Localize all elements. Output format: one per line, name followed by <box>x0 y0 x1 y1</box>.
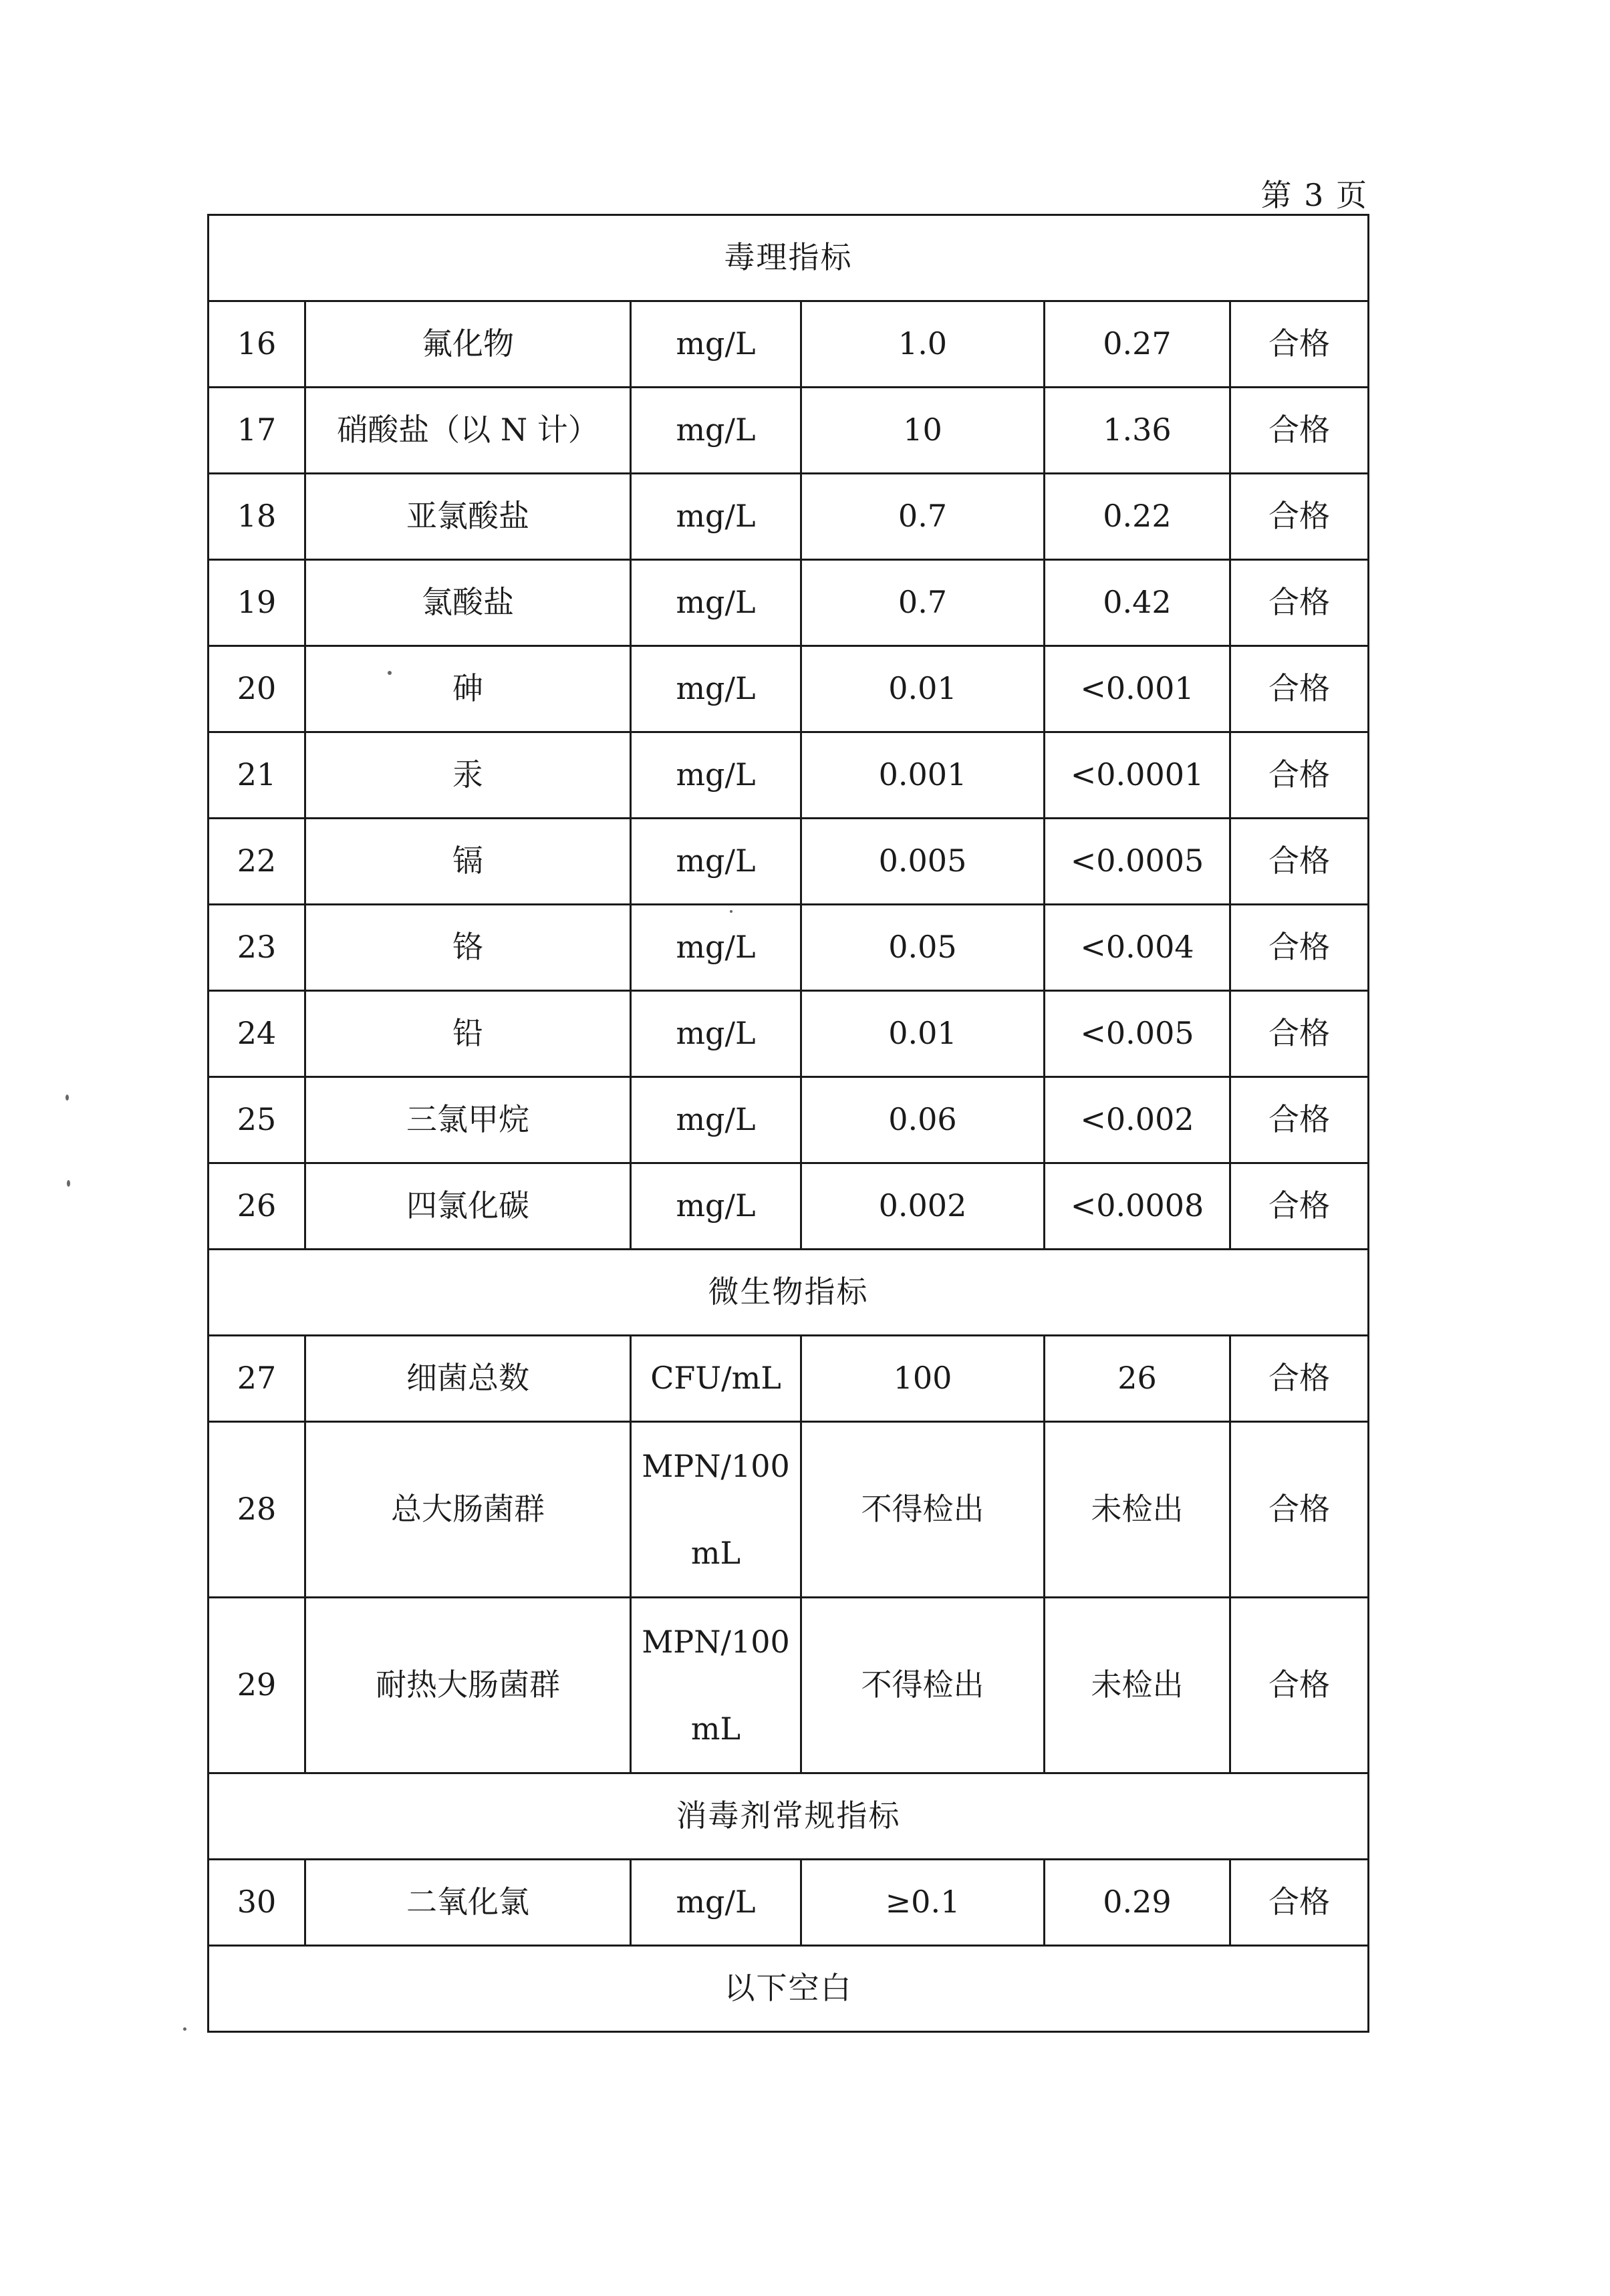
limit-value: 0.001 <box>801 732 1045 819</box>
unit: mg/L <box>631 1860 801 1946</box>
row-number: 18 <box>209 474 305 560</box>
unit: mg/L <box>631 388 801 474</box>
item-name: 三氯甲烷 <box>305 1077 631 1163</box>
verdict: 合格 <box>1230 1163 1369 1250</box>
verdict: 合格 <box>1230 732 1369 819</box>
table-row <box>209 474 1369 560</box>
row-number: 25 <box>209 1077 305 1163</box>
item-name: 四氯化碳 <box>305 1163 631 1250</box>
section-header-row <box>209 1250 1369 1336</box>
unit-line-2: mL <box>690 1535 741 1571</box>
limit-value: 0.7 <box>801 474 1045 560</box>
table-row <box>209 1163 1369 1250</box>
verdict: 合格 <box>1230 301 1369 388</box>
item-name: 汞 <box>305 732 631 819</box>
unit: mg/L <box>631 301 801 388</box>
limit-value: 0.002 <box>801 1163 1045 1250</box>
result-value: 1.36 <box>1045 388 1230 474</box>
item-name: 氯酸盐 <box>305 560 631 646</box>
page-number: 第 3 页 <box>1260 177 1368 213</box>
limit-value: 10 <box>801 388 1045 474</box>
scan-speck <box>183 2027 186 2031</box>
item-name: 镉 <box>305 819 631 905</box>
table-row <box>209 1422 1369 1598</box>
table-row <box>209 732 1369 819</box>
section-header-row <box>209 215 1369 301</box>
row-number: 24 <box>209 991 305 1077</box>
row-number: 19 <box>209 560 305 646</box>
verdict: 合格 <box>1230 1336 1369 1422</box>
row-number: 22 <box>209 819 305 905</box>
result-value: 未检出 <box>1045 1422 1230 1598</box>
row-number: 28 <box>209 1422 305 1598</box>
limit-value: 1.0 <box>801 301 1045 388</box>
table-row <box>209 991 1369 1077</box>
unit <box>631 1598 801 1773</box>
test-results-table <box>207 214 1369 2033</box>
unit <box>631 1422 801 1598</box>
scan-speck <box>388 671 392 675</box>
result-value: <0.004 <box>1045 905 1230 991</box>
unit: mg/L <box>631 991 801 1077</box>
section-title-toxicology: 毒理指标 <box>209 215 1369 301</box>
verdict: 合格 <box>1230 1598 1369 1773</box>
item-name: 砷 <box>305 646 631 732</box>
table-row <box>209 646 1369 732</box>
limit-value: 不得检出 <box>801 1422 1045 1598</box>
scan-speck <box>67 1180 70 1187</box>
section-header-row <box>209 1773 1369 1860</box>
row-number: 29 <box>209 1598 305 1773</box>
limit-value: 0.7 <box>801 560 1045 646</box>
limit-value: ≥0.1 <box>801 1860 1045 1946</box>
row-number: 27 <box>209 1336 305 1422</box>
unit: mg/L <box>631 646 801 732</box>
row-number: 23 <box>209 905 305 991</box>
unit-line-1: MPN/100 <box>642 1624 790 1660</box>
limit-value: 0.01 <box>801 991 1045 1077</box>
unit: CFU/mL <box>631 1336 801 1422</box>
scan-speck <box>65 1095 69 1101</box>
verdict: 合格 <box>1230 388 1369 474</box>
verdict: 合格 <box>1230 474 1369 560</box>
result-value: 26 <box>1045 1336 1230 1422</box>
item-name: 氟化物 <box>305 301 631 388</box>
unit: mg/L <box>631 905 801 991</box>
table-row <box>209 819 1369 905</box>
result-value: <0.002 <box>1045 1077 1230 1163</box>
unit: mg/L <box>631 474 801 560</box>
result-value: 0.22 <box>1045 474 1230 560</box>
verdict: 合格 <box>1230 1077 1369 1163</box>
verdict: 合格 <box>1230 991 1369 1077</box>
item-name: 耐热大肠菌群 <box>305 1598 631 1773</box>
verdict: 合格 <box>1230 560 1369 646</box>
result-value: 未检出 <box>1045 1598 1230 1773</box>
limit-value: 0.06 <box>801 1077 1045 1163</box>
limit-value: 不得检出 <box>801 1598 1045 1773</box>
section-title-disinfectant: 消毒剂常规指标 <box>209 1773 1369 1860</box>
verdict: 合格 <box>1230 1860 1369 1946</box>
row-number: 26 <box>209 1163 305 1250</box>
section-title-microbiology: 微生物指标 <box>209 1250 1369 1336</box>
row-number: 21 <box>209 732 305 819</box>
verdict: 合格 <box>1230 646 1369 732</box>
result-value: <0.005 <box>1045 991 1230 1077</box>
row-number: 20 <box>209 646 305 732</box>
item-name: 二氧化氯 <box>305 1860 631 1946</box>
item-name: 细菌总数 <box>305 1336 631 1422</box>
verdict: 合格 <box>1230 819 1369 905</box>
unit: mg/L <box>631 732 801 819</box>
item-name: 总大肠菌群 <box>305 1422 631 1598</box>
unit-line-1: MPN/100 <box>642 1448 790 1484</box>
verdict: 合格 <box>1230 905 1369 991</box>
footer-row <box>209 1946 1369 2032</box>
row-number: 30 <box>209 1860 305 1946</box>
table-row <box>209 1598 1369 1773</box>
result-value: <0.0005 <box>1045 819 1230 905</box>
item-name: 亚氯酸盐 <box>305 474 631 560</box>
result-value: 0.29 <box>1045 1860 1230 1946</box>
item-name: 硝酸盐（以 N 计） <box>305 388 631 474</box>
table-row <box>209 1336 1369 1422</box>
item-name: 铅 <box>305 991 631 1077</box>
blank-below-note: 以下空白 <box>209 1946 1369 2032</box>
table-row <box>209 905 1369 991</box>
result-value: 0.27 <box>1045 301 1230 388</box>
result-value: <0.001 <box>1045 646 1230 732</box>
limit-value: 0.05 <box>801 905 1045 991</box>
unit: mg/L <box>631 819 801 905</box>
row-number: 16 <box>209 301 305 388</box>
row-number: 17 <box>209 388 305 474</box>
result-value: 0.42 <box>1045 560 1230 646</box>
result-value: <0.0001 <box>1045 732 1230 819</box>
table-row <box>209 1077 1369 1163</box>
table-row <box>209 1860 1369 1946</box>
result-value: <0.0008 <box>1045 1163 1230 1250</box>
limit-value: 100 <box>801 1336 1045 1422</box>
unit-line-2: mL <box>690 1711 741 1747</box>
unit: mg/L <box>631 1163 801 1250</box>
table-row <box>209 560 1369 646</box>
limit-value: 0.01 <box>801 646 1045 732</box>
unit: mg/L <box>631 1077 801 1163</box>
scan-speck <box>730 910 732 913</box>
verdict: 合格 <box>1230 1422 1369 1598</box>
table-row <box>209 301 1369 388</box>
item-name: 铬 <box>305 905 631 991</box>
table-row <box>209 388 1369 474</box>
limit-value: 0.005 <box>801 819 1045 905</box>
unit: mg/L <box>631 560 801 646</box>
